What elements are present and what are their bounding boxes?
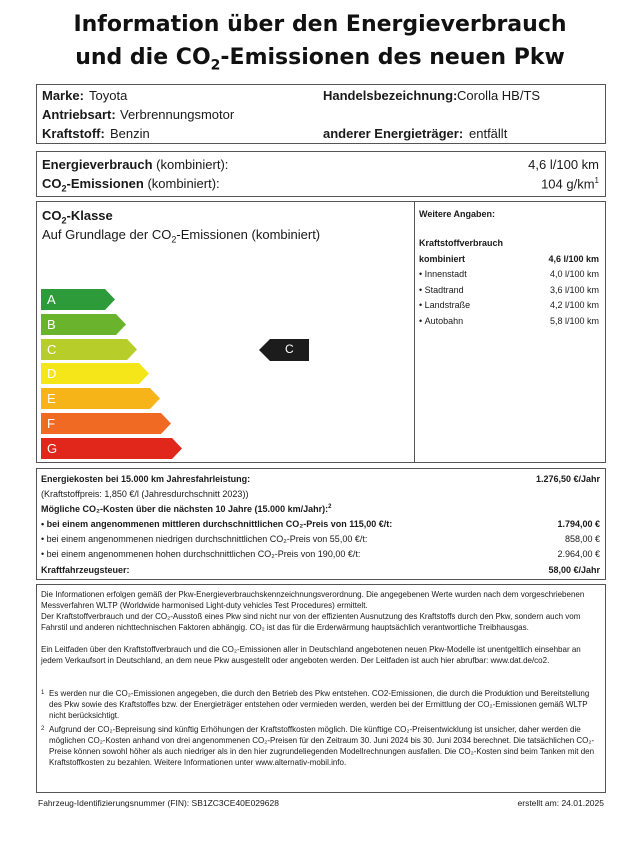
combined-value: 4,6 l/100 km [548,254,599,264]
vin-footer: Fahrzeug-Identifizierungsnummer (FIN): SB1ZC3CE40E029628 [38,798,279,808]
fuel-heading: Kraftstoffverbrauch [419,238,504,248]
current-class-marker [259,339,309,361]
co2-class-bar-label: E [47,391,56,406]
co2-class-bar-d [41,363,149,384]
bullet-icon: • [41,534,47,544]
co2-cost-label [41,504,331,514]
fuel-row-label-text: Landstraße [424,300,471,310]
created-date-footer: erstellt am: 24.01.2025 [517,798,604,808]
footnote-2-mark: 2 [41,726,45,732]
tax-label: Kraftfahrzeugsteuer: [41,565,130,575]
fuel-row-value: 3,6 l/100 km [549,284,599,295]
note-paragraph-3: Ein Leitfaden über den Kraftstoffverbrauch und die CO₂-Emissionen aller in Deutschland angebotenen neuen Pkw-Modelle ist unentgeltlich einsehbar an jedem Verkaufsort in Deutschland, an dem neue Pkw ausgestellt oder angeboten werden. Der Leitfaden ist auch hier abrufbar: www.dat.de/co2. [41,645,581,665]
co2-emissions-label: $CO_2$-Emissionen (kombiniert): [42,176,220,194]
co2-class-bar-a [41,289,115,310]
bullet-icon: • [41,519,47,529]
footnote-1-text: Es werden nur die CO₂-Emissionen angegeben, die durch den Betrieb des Pkw entstehen. CO2-Emissionen, die durch die Produktion und Bereitstellung des Pkw sowie des Kraftstoffes bzw. der Energieträger entstehen oder vermieden werden, werden bei der Ermittlung der CO₂-Emissionen gemäß WLTP nicht berücksichtigt. [49,689,590,720]
fuel-row-value: 4,2 l/100 km [549,300,599,310]
co2-class-bar-e [41,388,160,409]
notes-box [36,584,606,793]
co2-class-sub-pre: Auf Grundlage der CO [42,227,172,242]
note-paragraph-1: Die Informationen erfolgen gemäß der Pkw-Energieverbrauchskennzeichnungsverordnung. Die angegebenen Werte wurden nach dem vorgeschriebenen Messverfahren WLTP (Worldwide harmonised Light-duty vehicles Test Procedures) ermittelt. [41,590,585,610]
co2-class-sub-post: -Emissionen (kombiniert) [176,227,321,242]
footnote-1-mark: 1 [41,690,45,696]
title-line-2-sub: 2 [210,57,221,74]
title-line-1: Information über den Energieverbrauch [73,12,567,37]
marke-label: Marke: [42,88,84,103]
co2-footnote-mark: 1 [594,176,599,185]
fuel-row-label [419,300,470,310]
co2-class-bar-shape [41,388,160,409]
current-class-label: C [285,342,294,356]
handel-label: Handelsbezeichnung: [323,88,458,103]
co2-class-bar-shape [41,413,171,434]
anderer-value: entfällt [469,126,508,141]
energy-cost-value: 1.276,50 €/Jahr [535,474,600,484]
fuel-row-label-text: Innenstadt [424,269,467,279]
bullet-icon: • [419,315,425,326]
co2-class-box [36,201,606,463]
fuel-row-label [419,316,463,326]
scenario-value: 858,00 € [564,534,600,544]
co2-class-bar-label: D [47,366,57,381]
bullet-icon: • [419,284,425,295]
scenario-label-text: bei einem angenommenen hohen durchschnittlichen CO₂-Preis von 190,00 €/t: [46,549,361,559]
tax-value: 58,00 €/Jahr [548,565,600,575]
co2-label-pre: CO [42,176,62,191]
fuel-row-label-text: Autobahn [424,315,464,326]
scenario-label [41,519,392,529]
antrieb-label: Antriebsart: [42,107,116,122]
energy-cost-label: Energiekosten bei 15.000 km Jahresfahrleistung: [41,474,251,484]
fuel-row-value: 5,8 l/100 km [549,315,599,326]
co2-class-heading-pre: CO [42,208,62,223]
co2-class-bar-b [41,314,126,335]
marker-arrow-shape [259,339,309,361]
co2-class-bar-label: G [47,441,58,456]
co2-class-bar-shape [41,363,149,384]
footnote-2-text: Aufgrund der CO₂-Bepreisung sind künftig Erhöhungen der Kraftstoffkosten möglich. Die künftige CO₂-Preisentwicklung ist unsicher, daher werden die möglichen CO₂-Kosten anhand von drei angenommenen CO₂-Preisen für den Zeitraum 30. Juni 2024 bis 30. Juni 2034 berechnet. Die tatsächlichen CO₂-Preise können sowohl höher als auch niedriger als in den hier zugrundeliegenden Modellrechnungen ausfallen. Die CO₂-Kosten sind beim Tanken mit den Kraftstoffkosten zu bezahlen. Weitere Informationen unter www.alternativ-mobil.info. [49,725,595,767]
bullet-icon: • [419,269,425,279]
energy-label-suffix: (kombiniert): [156,157,229,172]
fuel-row-label [419,269,467,279]
co2-label-post: -Emissionen [66,176,144,191]
bullet-icon: • [419,300,425,310]
scenario-label [41,549,360,559]
antrieb-value: Verbrennungsmotor [120,107,235,122]
title-line-2-pre: und die CO [75,45,211,70]
co2-class-bar-label: B [47,317,56,332]
fuel-price: (Kraftstoffpreis: 1,850 €/l (Jahresdurchschnitt 2023)) [41,489,249,499]
combined-label: kombiniert [419,254,466,264]
footnote-2 [41,724,601,768]
co2-cost-label-text: Mögliche CO₂-Kosten über die nächsten 10 Jahre (15.000 km/Jahr): [41,504,329,514]
vertical-divider [414,202,415,462]
handel-value: Corolla HB/TS [457,88,541,103]
costs-box [36,468,606,580]
co2-class-bar-c [41,339,137,360]
scenario-label-text: bei einem angenommenen niedrigen durchschnittlichen CO₂-Preis von 55,00 €/t: [46,534,368,544]
co2-class-bar-label: A [47,292,56,307]
energy-consumption-value: 4,6 l/100 km [528,157,599,172]
kraftstoff-label: Kraftstoff: [42,126,105,141]
fuel-row-value: 4,0 l/100 km [549,269,599,279]
energy-label-bold: Energieverbrauch [42,157,153,172]
co2-label-suffix: (kombiniert): [147,176,220,191]
note-paragraph-2: Der Kraftstoffverbrauch und der CO₂-Ausstoß eines Pkw sind nicht nur von der effizienten Ausnutzung des Kraftstoffs durch den Pkw, sondern auch vom Fahrstil und anderen nichttechnischen Faktoren abhängig. CO₂ ist das für die Erderwärmung hauptsächlich verantwortliche Treibhausgas. [41,612,581,632]
vehicle-info-box [36,84,606,144]
title-line-2-post: -Emissionen des neuen Pkw [220,45,565,70]
scenario-label-text: bei einem angenommenen mittleren durchschnittlichen CO₂-Preis von 115,00 €/t: [46,519,393,529]
anderer-label: anderer Energieträger: [323,126,464,141]
page-title [0,8,640,82]
co2-class-heading-post: -Klasse [66,208,113,223]
co2-class-bar-f [41,413,171,434]
fuel-row-label [419,285,464,295]
co2-class-heading: $CO_2$-Klasse [42,208,113,226]
energy-consumption-label [42,157,228,172]
co2-class-bar-label: F [47,416,55,431]
fuel-row-label-text: Stadtrand [424,284,464,295]
bullet-icon: • [41,549,47,559]
co2-class-bar-label: C [47,342,57,357]
co2-value: 104 g/km [541,176,595,192]
footnote-1 [41,688,601,721]
consumption-box [36,151,606,197]
co2-class-subheading: Auf Grundlage der $CO_2$-Emissionen (kombiniert) [42,227,321,245]
co2-class-bar-g [41,438,182,459]
title-line-2 [0,41,640,82]
kraftstoff-value: Benzin [110,126,150,141]
co2-class-bar-shape [41,438,182,459]
scenario-value: 2.964,00 € [557,549,600,559]
co2-cost-footnote-mark: 2 [328,504,332,510]
further-heading: Weitere Angaben: [419,209,496,219]
scenario-label [41,534,367,544]
co2-emissions-value [541,176,599,191]
marke-value: Toyota [89,88,128,103]
scenario-value: 1.794,00 € [557,519,600,529]
